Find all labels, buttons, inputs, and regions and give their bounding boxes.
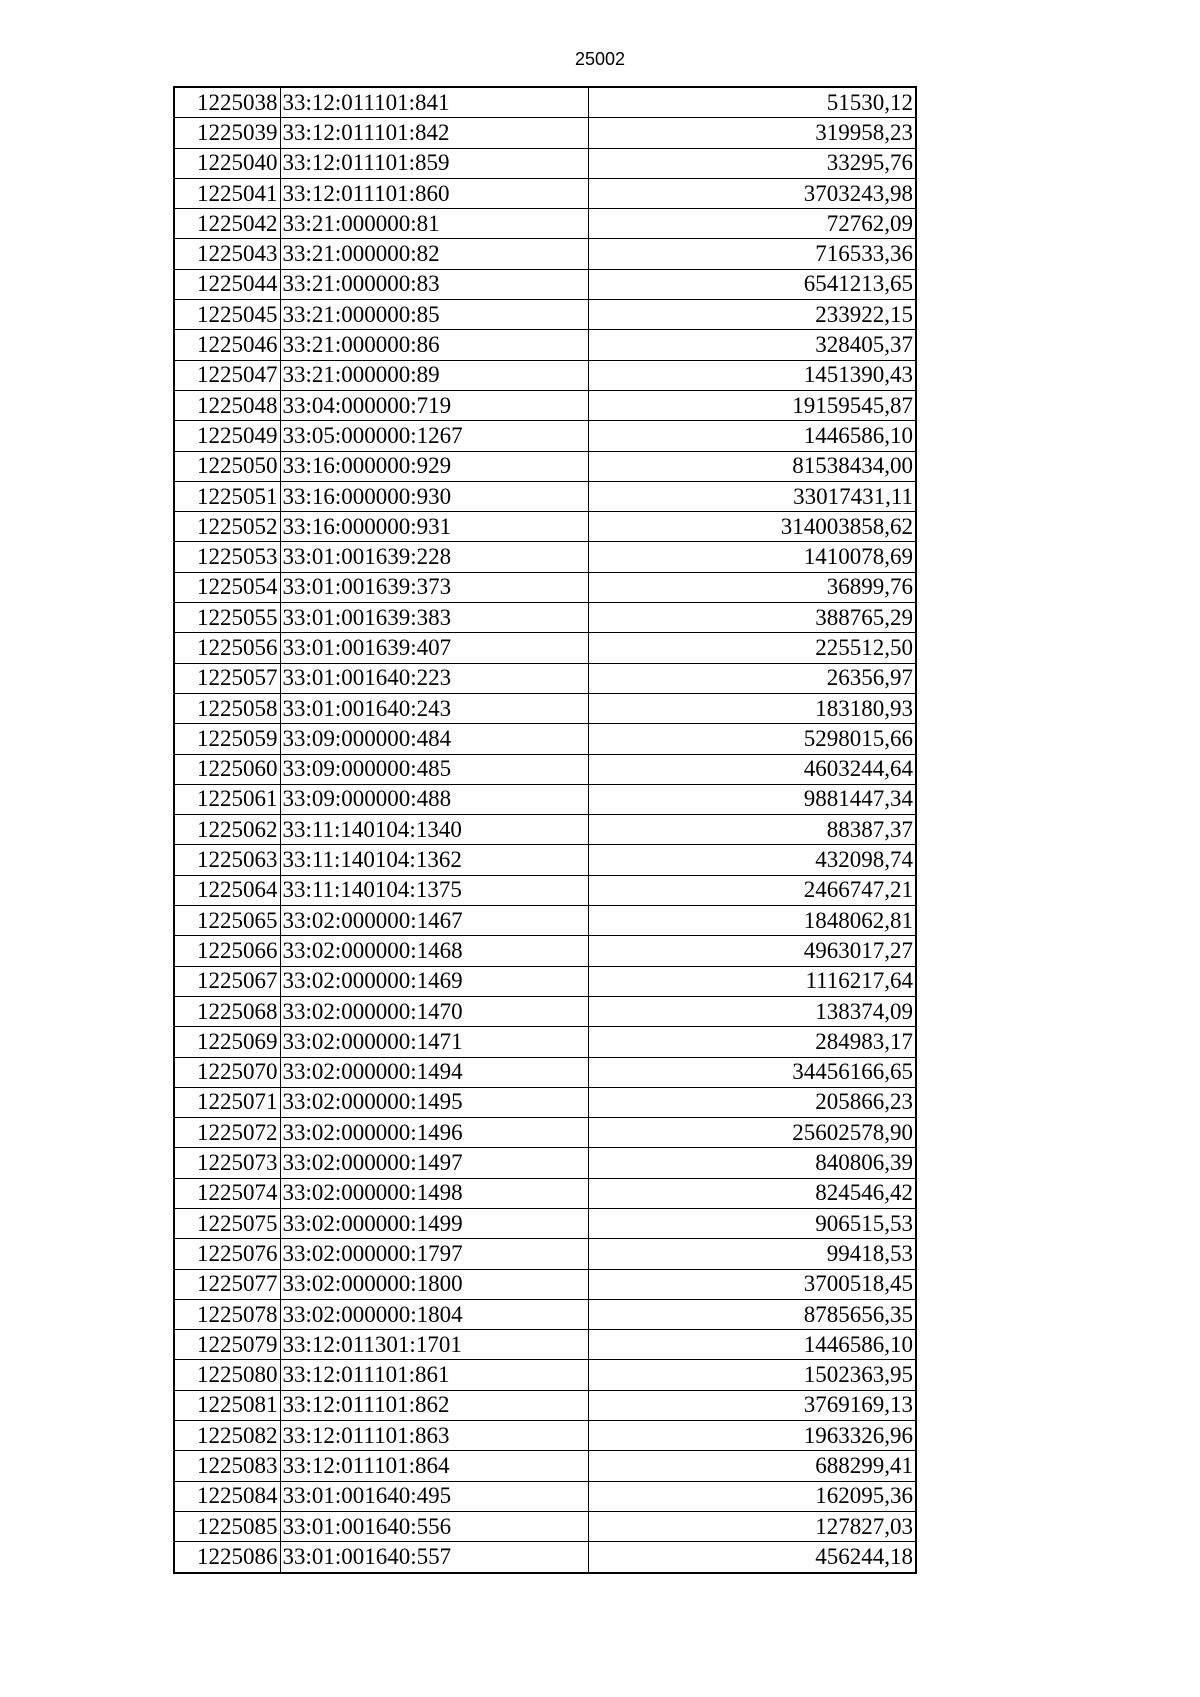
cadastral-number-cell: 33:12:011101:841: [280, 87, 588, 118]
cadastral-number-cell: 33:01:001640:556: [280, 1511, 588, 1541]
value-cell: 284983,17: [588, 1027, 916, 1057]
value-cell: 716533,36: [588, 239, 916, 269]
table-row: [174, 1511, 916, 1541]
table-row: [174, 118, 916, 148]
table-row: [174, 239, 916, 269]
table-row: [174, 1542, 916, 1573]
row-id-cell: 1225058: [174, 693, 280, 723]
value-cell: 1116217,64: [588, 966, 916, 996]
row-id-cell: 1225057: [174, 663, 280, 693]
table-row: [174, 512, 916, 542]
value-cell: 51530,12: [588, 87, 916, 118]
cadastral-number-cell: 33:16:000000:931: [280, 512, 588, 542]
row-id-cell: 1225067: [174, 966, 280, 996]
cadastral-number-cell: 33:02:000000:1497: [280, 1148, 588, 1178]
row-id-cell: 1225052: [174, 512, 280, 542]
cadastral-number-cell: 33:02:000000:1797: [280, 1239, 588, 1269]
value-cell: 34456166,65: [588, 1057, 916, 1087]
table-row: [174, 481, 916, 511]
row-id-cell: 1225060: [174, 754, 280, 784]
table-row: [174, 845, 916, 875]
table-row: [174, 1178, 916, 1208]
value-cell: 72762,09: [588, 209, 916, 239]
cadastral-number-cell: 33:02:000000:1499: [280, 1208, 588, 1238]
table-row: [174, 572, 916, 602]
row-id-cell: 1225076: [174, 1239, 280, 1269]
cadastral-number-cell: 33:11:140104:1375: [280, 875, 588, 905]
table-row: [174, 330, 916, 360]
table-row: [174, 148, 916, 178]
row-id-cell: 1225077: [174, 1269, 280, 1299]
row-id-cell: 1225055: [174, 603, 280, 633]
value-cell: 432098,74: [588, 845, 916, 875]
row-id-cell: 1225048: [174, 390, 280, 420]
cadastral-number-cell: 33:11:140104:1362: [280, 845, 588, 875]
row-id-cell: 1225064: [174, 875, 280, 905]
row-id-cell: 1225062: [174, 815, 280, 845]
cadastral-number-cell: 33:02:000000:1467: [280, 906, 588, 936]
cadastral-number-cell: 33:21:000000:89: [280, 360, 588, 390]
table-row: [174, 1330, 916, 1360]
row-id-cell: 1225081: [174, 1390, 280, 1420]
cadastral-number-cell: 33:02:000000:1498: [280, 1178, 588, 1208]
row-id-cell: 1225040: [174, 148, 280, 178]
cadastral-number-cell: 33:02:000000:1469: [280, 966, 588, 996]
value-cell: 127827,03: [588, 1511, 916, 1541]
cadastral-number-cell: 33:02:000000:1471: [280, 1027, 588, 1057]
value-cell: 3700518,45: [588, 1269, 916, 1299]
row-id-cell: 1225085: [174, 1511, 280, 1541]
value-cell: 26356,97: [588, 663, 916, 693]
table-row: [174, 633, 916, 663]
table-row: [174, 1148, 916, 1178]
registry-table: [173, 86, 917, 1574]
cadastral-number-cell: 33:01:001639:228: [280, 542, 588, 572]
table-row: [174, 360, 916, 390]
value-cell: 840806,39: [588, 1148, 916, 1178]
value-cell: 225512,50: [588, 633, 916, 663]
cadastral-number-cell: 33:09:000000:488: [280, 784, 588, 814]
cadastral-number-cell: 33:09:000000:484: [280, 724, 588, 754]
table-row: [174, 300, 916, 330]
row-id-cell: 1225073: [174, 1148, 280, 1178]
value-cell: 314003858,62: [588, 512, 916, 542]
row-id-cell: 1225050: [174, 451, 280, 481]
table-row: [174, 754, 916, 784]
table-row: [174, 784, 916, 814]
table-row: [174, 1269, 916, 1299]
row-id-cell: 1225044: [174, 269, 280, 299]
table-row: [174, 1057, 916, 1087]
value-cell: 88387,37: [588, 815, 916, 845]
table-row: [174, 875, 916, 905]
table-row: [174, 1481, 916, 1511]
value-cell: 1848062,81: [588, 906, 916, 936]
value-cell: 388765,29: [588, 603, 916, 633]
row-id-cell: 1225051: [174, 481, 280, 511]
value-cell: 1963326,96: [588, 1421, 916, 1451]
table-row: [174, 1208, 916, 1238]
cadastral-number-cell: 33:02:000000:1468: [280, 936, 588, 966]
cadastral-number-cell: 33:09:000000:485: [280, 754, 588, 784]
row-id-cell: 1225078: [174, 1299, 280, 1329]
table-row: [174, 1299, 916, 1329]
value-cell: 19159545,87: [588, 390, 916, 420]
cadastral-number-cell: 33:01:001639:407: [280, 633, 588, 663]
table-row: [174, 451, 916, 481]
value-cell: 3703243,98: [588, 178, 916, 208]
table-row: [174, 1118, 916, 1148]
value-cell: 906515,53: [588, 1208, 916, 1238]
value-cell: 233922,15: [588, 300, 916, 330]
cadastral-number-cell: 33:02:000000:1495: [280, 1087, 588, 1117]
table-row: [174, 815, 916, 845]
value-cell: 81538434,00: [588, 451, 916, 481]
cadastral-number-cell: 33:11:140104:1340: [280, 815, 588, 845]
row-id-cell: 1225069: [174, 1027, 280, 1057]
cadastral-number-cell: 33:01:001640:557: [280, 1542, 588, 1573]
cadastral-number-cell: 33:01:001640:495: [280, 1481, 588, 1511]
table-row: [174, 1027, 916, 1057]
value-cell: 2466747,21: [588, 875, 916, 905]
cadastral-number-cell: 33:12:011101:862: [280, 1390, 588, 1420]
value-cell: 9881447,34: [588, 784, 916, 814]
row-id-cell: 1225056: [174, 633, 280, 663]
value-cell: 205866,23: [588, 1087, 916, 1117]
row-id-cell: 1225068: [174, 996, 280, 1026]
row-id-cell: 1225053: [174, 542, 280, 572]
cadastral-number-cell: 33:02:000000:1804: [280, 1299, 588, 1329]
cadastral-number-cell: 33:02:000000:1494: [280, 1057, 588, 1087]
row-id-cell: 1225046: [174, 330, 280, 360]
row-id-cell: 1225047: [174, 360, 280, 390]
cadastral-number-cell: 33:21:000000:86: [280, 330, 588, 360]
value-cell: 456244,18: [588, 1542, 916, 1573]
row-id-cell: 1225075: [174, 1208, 280, 1238]
row-id-cell: 1225059: [174, 724, 280, 754]
cadastral-number-cell: 33:12:011101:863: [280, 1421, 588, 1451]
value-cell: 319958,23: [588, 118, 916, 148]
value-cell: 8785656,35: [588, 1299, 916, 1329]
table-row: [174, 1451, 916, 1481]
cadastral-number-cell: 33:01:001640:243: [280, 693, 588, 723]
row-id-cell: 1225066: [174, 936, 280, 966]
table-row: [174, 1087, 916, 1117]
cadastral-number-cell: 33:01:001639:383: [280, 603, 588, 633]
row-id-cell: 1225038: [174, 87, 280, 118]
value-cell: 6541213,65: [588, 269, 916, 299]
row-id-cell: 1225084: [174, 1481, 280, 1511]
table-row: [174, 1239, 916, 1269]
table-row: [174, 1360, 916, 1390]
row-id-cell: 1225071: [174, 1087, 280, 1117]
cadastral-number-cell: 33:16:000000:930: [280, 481, 588, 511]
row-id-cell: 1225072: [174, 1118, 280, 1148]
row-id-cell: 1225045: [174, 300, 280, 330]
value-cell: 33017431,11: [588, 481, 916, 511]
table-row: [174, 966, 916, 996]
table-row: [174, 906, 916, 936]
cadastral-number-cell: 33:01:001639:373: [280, 572, 588, 602]
cadastral-number-cell: 33:12:011101:842: [280, 118, 588, 148]
value-cell: 36899,76: [588, 572, 916, 602]
row-id-cell: 1225083: [174, 1451, 280, 1481]
value-cell: 4603244,64: [588, 754, 916, 784]
value-cell: 25602578,90: [588, 1118, 916, 1148]
value-cell: 1446586,10: [588, 1330, 916, 1360]
table-row: [174, 663, 916, 693]
row-id-cell: 1225043: [174, 239, 280, 269]
table-row: [174, 87, 916, 118]
table-row: [174, 542, 916, 572]
row-id-cell: 1225079: [174, 1330, 280, 1360]
cadastral-number-cell: 33:12:011301:1701: [280, 1330, 588, 1360]
table-row: [174, 693, 916, 723]
table-row: [174, 209, 916, 239]
table-body: [174, 87, 916, 1573]
value-cell: 1502363,95: [588, 1360, 916, 1390]
value-cell: 138374,09: [588, 996, 916, 1026]
cadastral-number-cell: 33:02:000000:1800: [280, 1269, 588, 1299]
cadastral-number-cell: 33:12:011101:860: [280, 178, 588, 208]
table-row: [174, 1421, 916, 1451]
row-id-cell: 1225065: [174, 906, 280, 936]
value-cell: 328405,37: [588, 330, 916, 360]
cadastral-number-cell: 33:12:011101:864: [280, 1451, 588, 1481]
table-row: [174, 178, 916, 208]
row-id-cell: 1225080: [174, 1360, 280, 1390]
cadastral-number-cell: 33:04:000000:719: [280, 390, 588, 420]
value-cell: 4963017,27: [588, 936, 916, 966]
cadastral-number-cell: 33:21:000000:83: [280, 269, 588, 299]
table-row: [174, 421, 916, 451]
row-id-cell: 1225074: [174, 1178, 280, 1208]
cadastral-number-cell: 33:21:000000:82: [280, 239, 588, 269]
cadastral-number-cell: 33:21:000000:85: [280, 300, 588, 330]
table-row: [174, 390, 916, 420]
value-cell: 688299,41: [588, 1451, 916, 1481]
row-id-cell: 1225042: [174, 209, 280, 239]
table-row: [174, 936, 916, 966]
table-row: [174, 603, 916, 633]
value-cell: 1446586,10: [588, 421, 916, 451]
value-cell: 33295,76: [588, 148, 916, 178]
cadastral-number-cell: 33:01:001640:223: [280, 663, 588, 693]
cadastral-number-cell: 33:21:000000:81: [280, 209, 588, 239]
row-id-cell: 1225049: [174, 421, 280, 451]
cadastral-number-cell: 33:02:000000:1470: [280, 996, 588, 1026]
cadastral-number-cell: 33:12:011101:859: [280, 148, 588, 178]
row-id-cell: 1225086: [174, 1542, 280, 1573]
page-number: 25002: [574, 49, 626, 69]
row-id-cell: 1225070: [174, 1057, 280, 1087]
row-id-cell: 1225063: [174, 845, 280, 875]
value-cell: 162095,36: [588, 1481, 916, 1511]
row-id-cell: 1225054: [174, 572, 280, 602]
cadastral-number-cell: 33:12:011101:861: [280, 1360, 588, 1390]
table-row: [174, 269, 916, 299]
table-row: [174, 724, 916, 754]
value-cell: 1410078,69: [588, 542, 916, 572]
value-cell: 5298015,66: [588, 724, 916, 754]
cadastral-number-cell: 33:16:000000:929: [280, 451, 588, 481]
table-row: [174, 1390, 916, 1420]
value-cell: 183180,93: [588, 693, 916, 723]
cadastral-number-cell: 33:02:000000:1496: [280, 1118, 588, 1148]
value-cell: 1451390,43: [588, 360, 916, 390]
value-cell: 99418,53: [588, 1239, 916, 1269]
value-cell: 824546,42: [588, 1178, 916, 1208]
row-id-cell: 1225039: [174, 118, 280, 148]
row-id-cell: 1225082: [174, 1421, 280, 1451]
table-row: [174, 996, 916, 1026]
value-cell: 3769169,13: [588, 1390, 916, 1420]
row-id-cell: 1225061: [174, 784, 280, 814]
cadastral-number-cell: 33:05:000000:1267: [280, 421, 588, 451]
row-id-cell: 1225041: [174, 178, 280, 208]
